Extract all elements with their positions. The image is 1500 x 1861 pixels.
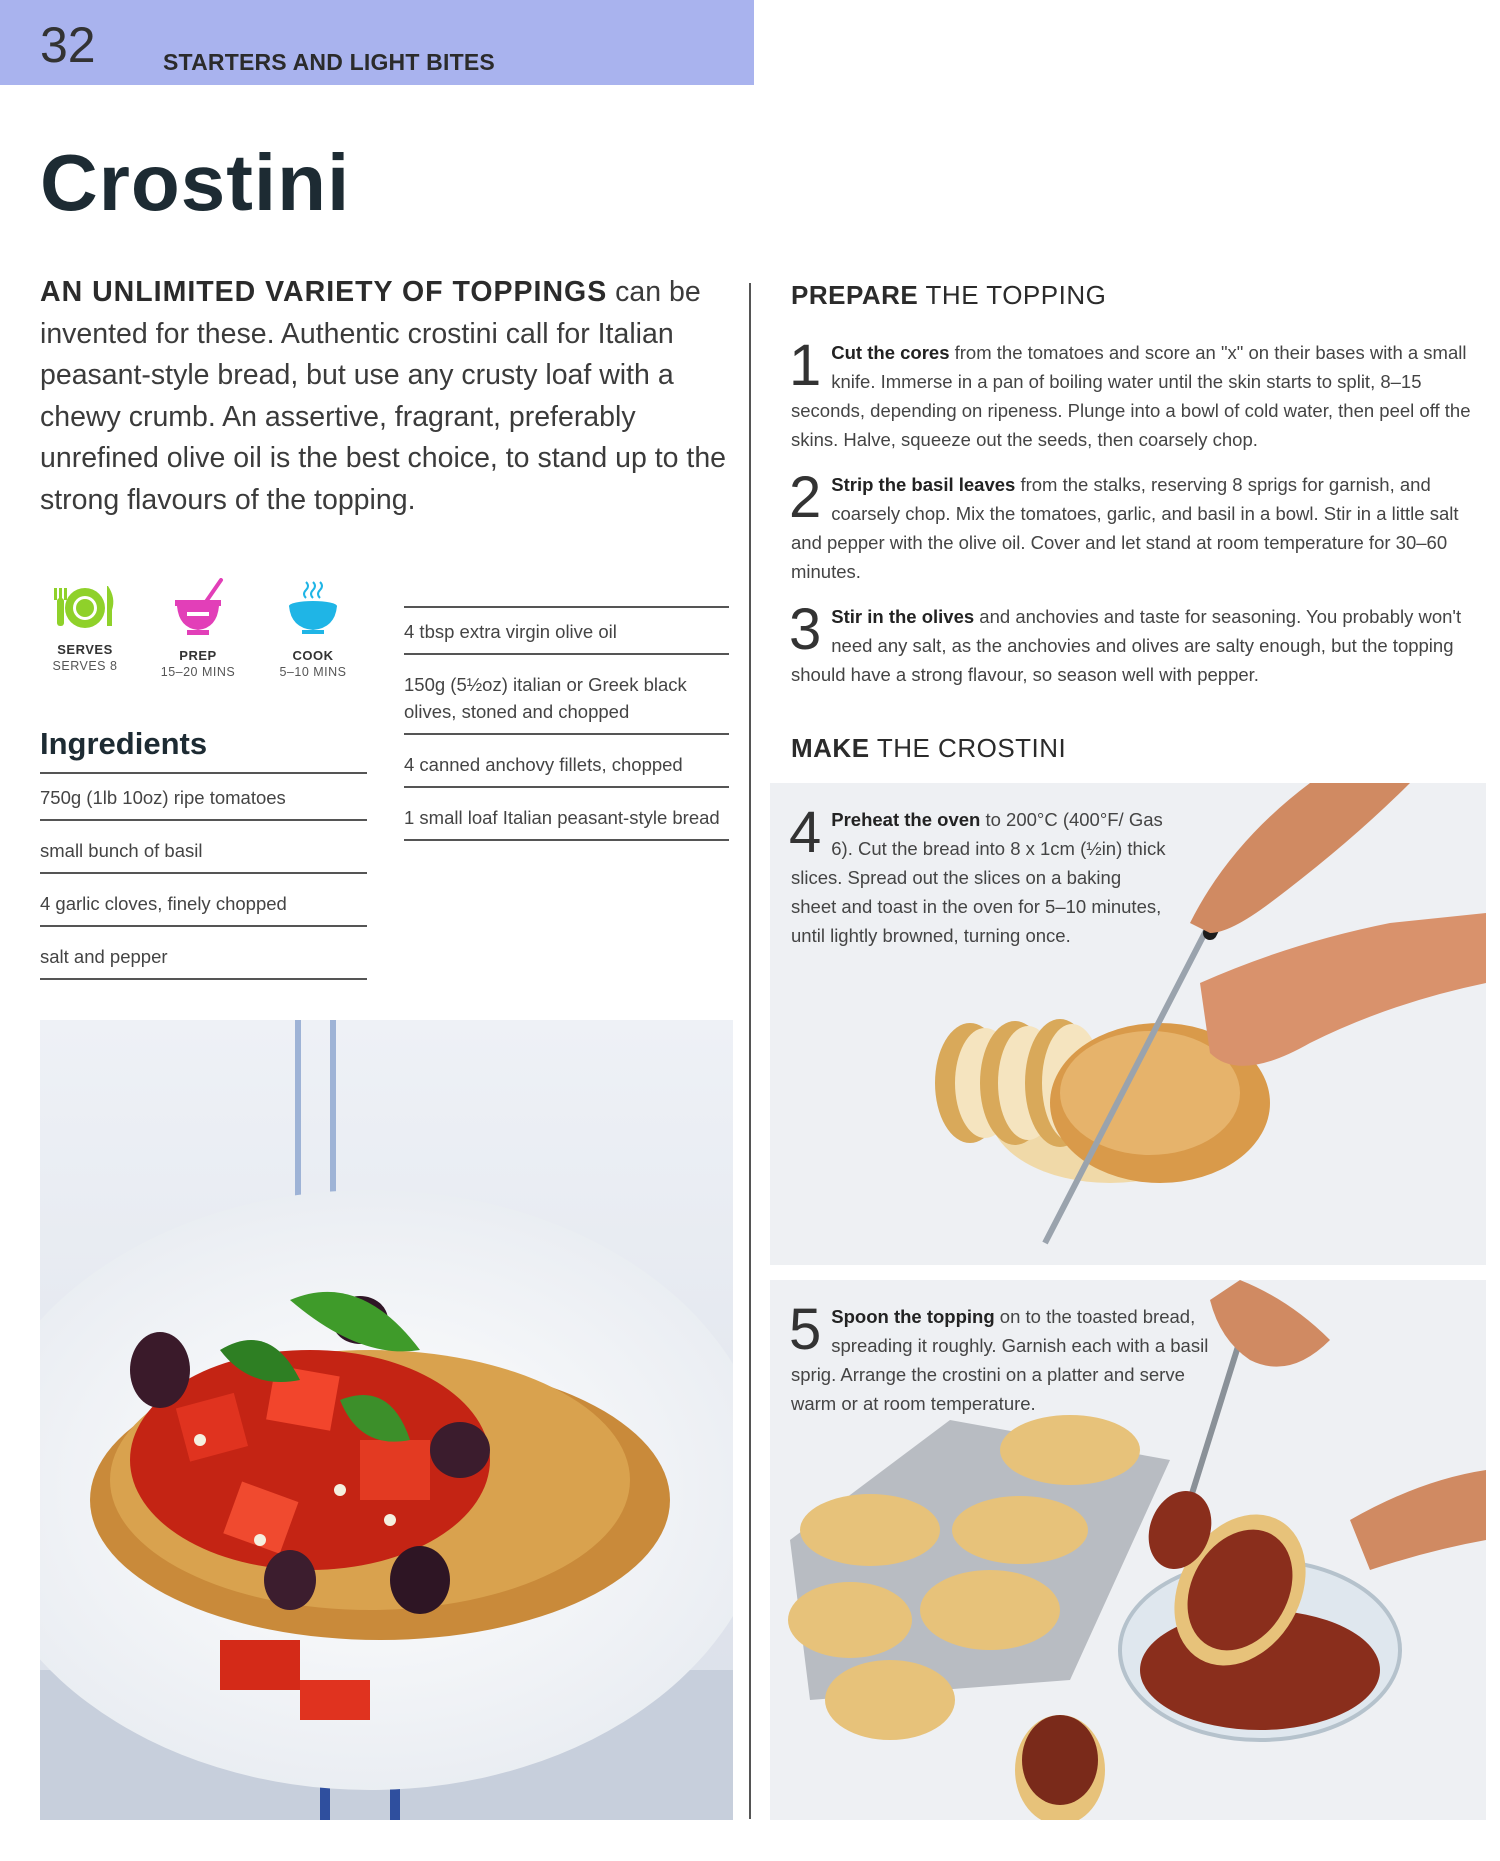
prep-block: [138, 578, 258, 679]
step-lead: Strip the basil leaves: [831, 474, 1016, 495]
ingredient-item: salt and pepper: [40, 943, 367, 980]
prep-label: PREP: [179, 648, 217, 663]
serves-label: SERVES: [57, 642, 113, 657]
step-number: 5: [789, 1297, 822, 1362]
intro-text: can be invented for these. Authentic crostini call for Italian peasant-style bread, but use any crusty loaf with a chewy crumb. An assertive, fragrant, preferably unrefined olive oil is the best choice, to stand up to the strong flavours of the topping.: [40, 276, 727, 516]
step-text: and anchovies and taste for seasoning. You probably won't need any salt, as the anchovies and olives are salty enough, but the topping should have a strong flavour, so season well with pepper.: [791, 606, 1462, 685]
prep-value: 15–20 MINS: [160, 665, 236, 679]
heading-prepare-rest: THE TOPPING: [918, 280, 1107, 310]
step-number: 3: [789, 597, 822, 662]
step-3: [789, 597, 1481, 689]
heading-prepare-bold: PREPARE: [791, 280, 919, 310]
recipe-title: Crostini: [40, 138, 351, 227]
page-number: 32: [40, 17, 96, 73]
step-4: [789, 800, 1171, 950]
heading-prepare-topping: [791, 280, 1106, 311]
ingredients-list-right: [404, 606, 729, 857]
ingredient-item: 4 canned anchovy fillets, chopped: [404, 751, 729, 788]
cook-value: 5–10 MINS: [279, 665, 347, 679]
crostini-dish-photo: [40, 1020, 733, 1820]
ingredients-list-left: [40, 772, 367, 996]
column-divider: [749, 283, 751, 1819]
step-number: 2: [789, 465, 822, 530]
intro-lead: AN UNLIMITED VARIETY OF TOPPINGS: [40, 276, 608, 308]
step-number: 4: [789, 800, 822, 865]
ingredient-item: small bunch of basil: [40, 837, 367, 874]
step-number: 1: [789, 333, 822, 398]
serves-value: SERVES 8: [52, 659, 118, 673]
plate-icon: [50, 578, 120, 632]
step-lead: Stir in the olives: [831, 606, 975, 627]
step-2: [789, 465, 1481, 586]
step-lead: Spoon the topping: [831, 1306, 995, 1327]
steaming-bowl-icon: [278, 578, 348, 638]
step-text: from the tomatoes and score an "x" on their bases with a small knife. Immerse in a pan of boiling water until the skin starts to split, 8–15 seconds, depending on ripeness. Plunge into a bowl of cold water, then peel off the skins. Halve, squeeze out the seeds, then coarsely chop.: [791, 342, 1471, 450]
step-lead: Cut the cores: [831, 342, 950, 363]
step-1: [789, 333, 1481, 454]
step-text: to 200°C (400°F/ Gas 6). Cut the bread into 8 x 1cm (½in) thick slices. Spread out the slices on a baking sheet and toast in the oven for 5–10 minutes, until lightly browned, turning once.: [791, 809, 1166, 946]
heading-make-bold: MAKE: [791, 733, 870, 763]
step-lead: Preheat the oven: [831, 809, 981, 830]
step-5: [789, 1297, 1231, 1418]
ingredient-item: 1 small loaf Italian peasant-style bread: [404, 804, 729, 841]
cook-block: [253, 578, 373, 679]
heading-make-crostini: [791, 733, 1066, 764]
ingredients-heading: Ingredients: [40, 726, 208, 761]
mixing-bowl-icon: [163, 578, 233, 638]
recipe-intro: [40, 272, 730, 521]
step-text: on to the toasted bread, spreading it roughly. Garnish each with a basil sprig. Arrange the crostini on a platter and serve warm or at room temperature.: [791, 1306, 1209, 1414]
ingredient-item: 150g (5½oz) italian or Greek black olives, stoned and chopped: [404, 671, 729, 735]
cook-label: COOK: [292, 648, 334, 663]
heading-make-rest: THE CROSTINI: [869, 733, 1067, 763]
ingredient-item: 4 tbsp extra virgin olive oil: [404, 618, 729, 655]
ingredient-item: 750g (1lb 10oz) ripe tomatoes: [40, 784, 367, 821]
section-title: STARTERS AND LIGHT BITES: [163, 49, 495, 75]
ingredient-item: 4 garlic cloves, finely chopped: [40, 890, 367, 927]
serves-block: [25, 578, 145, 673]
step-text: from the stalks, reserving 8 sprigs for garnish, and coarsely chop. Mix the tomatoes, garlic, and basil in a bowl. Stir in a little salt and pepper with the olive oil. Cover and let stand at room temperature for 30–60 minutes.: [791, 474, 1459, 582]
